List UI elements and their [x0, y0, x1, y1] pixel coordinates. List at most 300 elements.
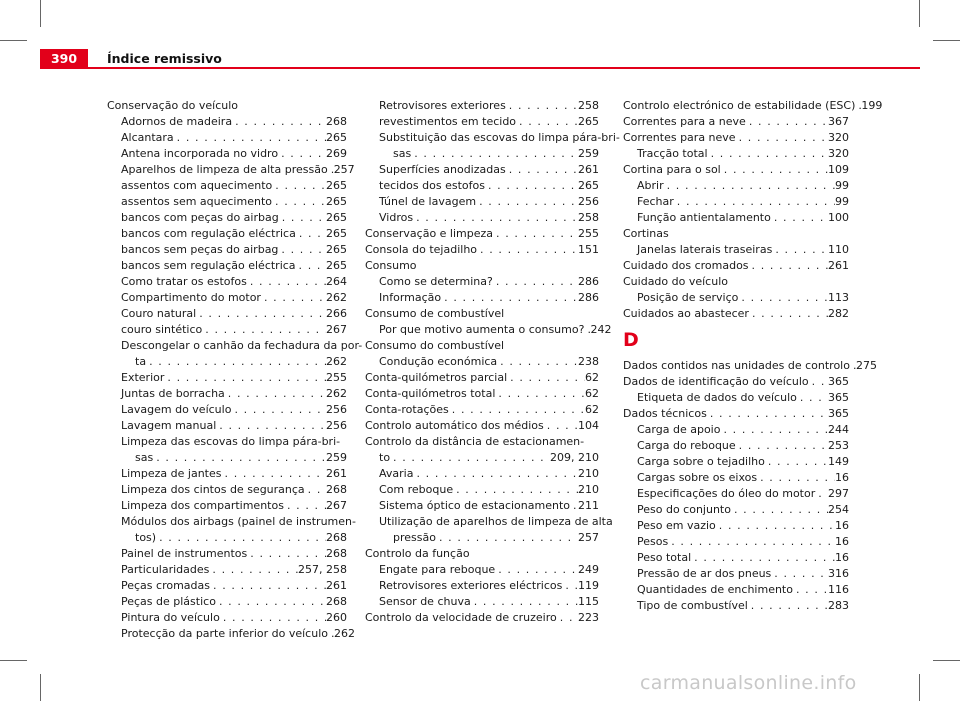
dot-leader: [225, 386, 326, 402]
index-entry: [365, 562, 599, 578]
dot-leader: [815, 486, 828, 502]
dot-leader: [771, 566, 828, 582]
entry-label: Adornos de madeira: [121, 115, 233, 128]
index-heading: Consumo de combustível: [365, 307, 505, 320]
page-reference: 262: [326, 291, 347, 304]
index-entry: [107, 306, 347, 322]
entry-label: Dados de identificação do veículo: [623, 375, 809, 388]
page-reference: 265: [578, 115, 599, 128]
page-reference: 265: [326, 179, 347, 192]
page-reference: 104: [578, 419, 599, 432]
index-entry: [623, 162, 849, 178]
dot-leader: [746, 114, 828, 130]
entry-label: bancos com regulação eléctrica: [121, 227, 296, 240]
index-entry: [623, 290, 849, 306]
dot-leader: [216, 418, 326, 434]
index-entry: [365, 290, 599, 306]
dot-leader: [210, 578, 326, 594]
page-reference: 265: [326, 195, 347, 208]
dot-leader: [453, 482, 578, 498]
page-number: 390: [40, 49, 88, 68]
index-entry: [365, 322, 612, 338]
dot-leader: [390, 450, 550, 466]
page-reference: 265: [326, 131, 347, 144]
entry-label: sas: [135, 451, 154, 464]
index-entry: [107, 386, 347, 402]
page-reference: 16: [835, 551, 849, 564]
entry-label: Como tratar os estofos: [121, 275, 247, 288]
index-entry: [107, 594, 347, 610]
dot-leader: [279, 210, 326, 226]
index-entry: [107, 354, 347, 370]
entry-label: Conta-rotações: [365, 403, 449, 416]
page-reference: 210: [578, 467, 599, 480]
page-reference: 268: [326, 595, 347, 608]
index-column-2: [365, 98, 620, 626]
page-reference: 242: [590, 323, 612, 336]
index-entry: [107, 146, 347, 162]
index-entry: [365, 98, 599, 114]
index-heading: Limpeza das escovas do limpa pára-bri-: [121, 435, 341, 448]
entry-label: Avaria: [379, 467, 414, 480]
page-reference: 149: [828, 455, 849, 468]
index-entry: [623, 390, 849, 406]
page-reference: 365: [828, 407, 849, 420]
index-heading: Cuidado do veículo: [623, 275, 728, 288]
page-reference: 256: [326, 403, 347, 416]
index-heading: Controlo da função: [365, 547, 470, 560]
entry-label: Condução económica: [379, 355, 498, 368]
page-reference: 253: [828, 439, 849, 452]
index-heading: Consumo: [365, 259, 417, 272]
index-entry: [107, 402, 347, 418]
index-entry: [365, 610, 599, 626]
crop-mark: [933, 660, 960, 661]
index-entry: [107, 242, 347, 258]
dot-leader: [232, 114, 326, 130]
index-entry: [365, 418, 599, 434]
entry-label: Função antientalamento: [637, 211, 771, 224]
dot-leader: [272, 194, 326, 210]
index-entry: [107, 466, 347, 482]
page-reference: 211: [578, 499, 599, 512]
index-entry: [107, 194, 347, 210]
dot-leader: [664, 178, 835, 194]
index-entry: [623, 486, 849, 502]
entry-label: Protecção da parte inferior do veículo: [121, 627, 328, 640]
entry-label: Peso total: [637, 551, 692, 564]
entry-label: Retrovisores exteriores eléctricos: [379, 579, 563, 592]
entry-label: Tipo de combustível: [637, 599, 748, 612]
dot-leader: [771, 210, 828, 226]
page-reference: 267: [326, 499, 347, 512]
entry-label: Lavagem do veículo: [121, 403, 232, 416]
index-entry: [107, 290, 347, 306]
index-entry: [365, 178, 599, 194]
dot-leader: [493, 274, 578, 290]
index-entry: [107, 530, 347, 546]
index-entry: [365, 354, 599, 370]
entry-label: Cortina para o sol: [623, 163, 721, 176]
page-reference: 62: [585, 371, 599, 384]
page-reference: 99: [835, 179, 849, 192]
index-entry: [107, 562, 347, 578]
entry-label: Abrir: [637, 179, 664, 192]
page-reference: 265: [326, 227, 347, 240]
page-reference: 113: [828, 291, 849, 304]
page-reference: 100: [828, 211, 849, 224]
index-heading: Cortinas: [623, 227, 669, 240]
page-reference: 261: [578, 163, 599, 176]
dot-leader: [411, 146, 578, 162]
index-entry: [623, 438, 849, 454]
entry-label: Consola do tejadilho: [365, 243, 478, 256]
dot-leader: [296, 258, 326, 274]
entry-label: Alcantara: [121, 131, 174, 144]
entry-label: Pressão de ar dos pneus: [637, 567, 772, 580]
page-reference: 110: [828, 243, 849, 256]
index-entry: [107, 610, 347, 626]
dot-leader: [216, 594, 326, 610]
entry-label: Limpeza de jantes: [121, 467, 222, 480]
page-reference: 258: [578, 99, 599, 112]
entry-label: Limpeza dos cintos de segurança: [121, 483, 305, 496]
page-reference: 282: [828, 307, 849, 320]
entry-label: Peso em vazio: [637, 519, 716, 532]
dot-leader: [497, 354, 578, 370]
page-reference: 268: [326, 483, 347, 496]
page-reference: 16: [835, 535, 849, 548]
dot-leader: [174, 130, 326, 146]
index-entry: [365, 450, 599, 466]
entry-label: Antena incorporada no vidro: [121, 147, 279, 160]
page-reference: 259: [326, 451, 347, 464]
index-heading: Consumo do combustível: [365, 339, 505, 352]
index-entry: [623, 454, 849, 470]
crop-mark: [40, 674, 41, 701]
dot-leader: [156, 530, 326, 546]
index-entry: [623, 306, 849, 322]
dot-leader: [296, 226, 326, 242]
entry-label: Correntes para a neve: [623, 115, 746, 128]
dot-leader: [506, 162, 578, 178]
index-entry: [107, 322, 347, 338]
index-entry: [623, 550, 849, 566]
page-reference: 297: [828, 487, 849, 500]
index-entry: [365, 530, 599, 546]
page-reference: 264: [326, 275, 347, 288]
entry-label: Controlo automático dos médios: [365, 419, 544, 432]
index-entry: [623, 534, 849, 550]
dot-leader: [668, 534, 835, 550]
dot-leader: [278, 146, 326, 162]
dot-leader: [707, 406, 828, 422]
entry-label: Correntes para neve: [623, 131, 736, 144]
index-entry: [623, 194, 849, 210]
page-reference: 223: [578, 611, 599, 624]
page-reference: 265: [326, 211, 347, 224]
dot-leader: [196, 306, 326, 322]
index-entry: [365, 498, 599, 514]
page-header: [0, 0, 960, 75]
page-title: Índice remissivo: [107, 51, 222, 66]
page-reference: 262: [333, 627, 355, 640]
entry-label: Carga de apoio: [637, 423, 721, 436]
entry-label: Lavagem manual: [121, 419, 217, 432]
dot-leader: [721, 162, 828, 178]
dot-leader: [436, 530, 578, 546]
page-reference: 244: [828, 423, 849, 436]
entry-label: Compartimento do motor: [121, 291, 261, 304]
header-rule: [40, 67, 920, 69]
entry-label: pressão: [393, 531, 436, 544]
dot-leader: [284, 498, 326, 514]
page-reference: 261: [326, 467, 347, 480]
dot-leader: [146, 354, 326, 370]
page-reference: 249: [578, 563, 599, 576]
index-entry: [365, 578, 599, 594]
entry-label: Cuidados ao abastecer: [623, 307, 749, 320]
entry-label: Como se determina?: [379, 275, 493, 288]
index-heading: Conservação do veículo: [107, 99, 239, 112]
dot-leader: [305, 482, 326, 498]
dot-leader: [153, 450, 326, 466]
index-entry: [107, 258, 347, 274]
index-entry: [107, 130, 347, 146]
crop-mark: [919, 674, 920, 701]
entry-label: Sistema óptico de estacionamento: [379, 499, 571, 512]
index-column-1: [107, 98, 363, 642]
dot-leader: [736, 130, 828, 146]
page-reference: 262: [326, 355, 347, 368]
dot-leader: [544, 418, 578, 434]
index-entry: [107, 546, 347, 562]
index-entry: [107, 226, 347, 242]
entry-label: Posição de serviço: [637, 291, 739, 304]
dot-leader: [495, 386, 585, 402]
crop-mark: [0, 660, 27, 661]
index-entry: [107, 418, 347, 434]
page-reference: 286: [578, 275, 599, 288]
index-entry: [107, 370, 347, 386]
entry-label: ta: [135, 355, 147, 368]
dot-leader: [476, 194, 578, 210]
index-entry: [623, 258, 849, 274]
page-reference: 320: [828, 147, 849, 160]
index-entry: [365, 370, 599, 386]
page-reference: 255: [326, 371, 347, 384]
entry-label: Tracção total: [637, 147, 708, 160]
entry-label: bancos com peças do airbag: [121, 211, 279, 224]
index-entry: [107, 482, 347, 498]
index-entry: [365, 114, 599, 130]
entry-label: Sensor de chuva: [379, 595, 471, 608]
dot-leader: [209, 562, 298, 578]
entry-label: Superfícies anodizadas: [379, 163, 506, 176]
entry-label: Controlo da velocidade de cruzeiro: [365, 611, 557, 624]
page-reference: 258: [578, 211, 599, 224]
index-entry: [107, 498, 347, 514]
index-entry: [365, 194, 599, 210]
page-reference: 316: [828, 567, 849, 580]
dot-leader: [441, 290, 578, 306]
page-reference: 255: [578, 227, 599, 240]
page-reference: 62: [585, 387, 599, 400]
index-entry: [623, 146, 849, 162]
dot-leader: [736, 438, 828, 454]
dot-leader: [222, 466, 327, 482]
entry-label: Pesos: [637, 535, 669, 548]
index-entry: [623, 210, 849, 226]
entry-label: Peças cromadas: [121, 579, 210, 592]
index-entry: [365, 274, 599, 290]
dot-leader: [720, 422, 828, 438]
entry-label: Controlo electrónico de estabilidade (ESC): [623, 99, 856, 112]
dot-leader: [493, 226, 578, 242]
index-entry: [365, 146, 599, 162]
entry-label: Juntas de borracha: [121, 387, 225, 400]
dot-leader: [495, 562, 578, 578]
dot-leader: [272, 178, 326, 194]
dot-leader: [164, 370, 326, 386]
dot-leader: [507, 370, 585, 386]
page-reference: 268: [326, 531, 347, 544]
index-heading: Módulos dos airbags (painel de instrumen-: [121, 515, 356, 528]
index-entry: [365, 482, 599, 498]
index-column-3: [623, 98, 883, 614]
index-entry: [623, 470, 849, 486]
page-reference: 320: [828, 131, 849, 144]
entry-label: Exterior: [121, 371, 165, 384]
page-reference: 119: [578, 579, 599, 592]
page-reference: 268: [326, 115, 347, 128]
index-entry: [623, 178, 849, 194]
entry-label: Aparelhos de limpeza de alta pressão: [121, 163, 328, 176]
dot-leader: [261, 290, 326, 306]
dot-leader: [471, 594, 578, 610]
page-reference: 62: [585, 403, 599, 416]
index-entry: [107, 626, 355, 642]
entry-label: Peso do conjunto: [637, 503, 731, 516]
entry-label: to: [379, 451, 391, 464]
index-entry: [623, 98, 883, 114]
page-reference: 209, 210: [550, 451, 599, 464]
dot-leader: [716, 518, 835, 534]
index-entry: [623, 518, 849, 534]
page-reference: 283: [828, 599, 849, 612]
index-entry: [623, 422, 849, 438]
dot-leader: [797, 390, 828, 406]
dot-leader: [506, 98, 578, 114]
page-reference: 257: [333, 163, 355, 176]
dot-leader: [477, 242, 578, 258]
entry-label: revestimentos em tecido: [379, 115, 517, 128]
entry-label: Particularidades: [121, 563, 210, 576]
index-entry: [107, 178, 347, 194]
page-reference: 365: [828, 391, 849, 404]
page-reference: 151: [578, 243, 599, 256]
page-reference: 257: [578, 531, 599, 544]
entry-label: Informação: [379, 291, 442, 304]
entry-label: Conta-quilómetros parcial: [365, 371, 508, 384]
dot-leader: [278, 242, 326, 258]
page-reference: 261: [326, 579, 347, 592]
index-entry: [365, 386, 599, 402]
dot-leader: [557, 610, 578, 626]
entry-label: tecidos dos estofos: [379, 179, 485, 192]
index-heading: Controlo da distância de estacionamen-: [365, 435, 585, 448]
page-reference: 109: [828, 163, 849, 176]
dot-leader: [772, 242, 828, 258]
watermark-text: carmanualsonline.info: [640, 672, 857, 694]
page-reference: 261: [828, 259, 849, 272]
page-reference: 254: [828, 503, 849, 516]
page-reference: 259: [578, 147, 599, 160]
index-entry: [107, 210, 347, 226]
page-reference: 256: [326, 419, 347, 432]
dot-leader: [413, 210, 578, 226]
index-entry: [107, 578, 347, 594]
index-heading: Descongelar o canhão da fechadura da por-: [121, 339, 363, 352]
index-entry: [107, 114, 347, 130]
page-reference: 16: [835, 519, 849, 532]
dot-leader: [708, 146, 828, 162]
entry-label: Fechar: [637, 195, 674, 208]
entry-label: Peças de plástico: [121, 595, 216, 608]
entry-label: tos): [135, 531, 157, 544]
page-reference: 257, 258: [298, 563, 347, 576]
index-heading: Substituição das escovas do limpa pára-bri-: [379, 131, 620, 144]
page-reference: 16: [835, 471, 849, 484]
index-entry: [107, 450, 347, 466]
page-reference: 199: [861, 99, 883, 112]
entry-label: Especificações do óleo do motor: [637, 487, 816, 500]
entry-label: Quantidades de enchimento: [637, 583, 793, 596]
dot-leader: [809, 374, 828, 390]
index-entry: [623, 130, 849, 146]
entry-label: Túnel de lavagem: [379, 195, 477, 208]
dot-leader: [793, 582, 828, 598]
entry-label: assentos com aquecimento: [121, 179, 273, 192]
entry-label: Dados técnicos: [623, 407, 707, 420]
dot-leader: [449, 402, 585, 418]
section-letter: D: [623, 329, 639, 351]
entry-label: Vidros: [379, 211, 414, 224]
entry-label: Por que motivo aumenta o consumo?: [379, 323, 585, 336]
index-entry: [365, 162, 599, 178]
index-entry: [623, 242, 849, 258]
index-entry: [365, 226, 599, 242]
dot-leader: [570, 498, 578, 514]
dot-leader: [738, 290, 828, 306]
index-entry: [365, 242, 599, 258]
index-entry: [365, 594, 599, 610]
entry-label: Limpeza dos compartimentos: [121, 499, 284, 512]
entry-label: Retrovisores exteriores: [379, 99, 506, 112]
entry-label: Couro natural: [121, 307, 197, 320]
dot-leader: [674, 194, 835, 210]
dot-leader: [516, 114, 578, 130]
entry-label: Painel de instrumentos: [121, 547, 248, 560]
page-reference: 367: [828, 115, 849, 128]
entry-label: sas: [393, 147, 412, 160]
entry-label: Conservação e limpeza: [365, 227, 494, 240]
page-reference: 262: [326, 387, 347, 400]
entry-label: Conta-quilómetros total: [365, 387, 496, 400]
index-entry: [365, 210, 599, 226]
index-entry: [623, 582, 849, 598]
page-reference: 365: [828, 375, 849, 388]
